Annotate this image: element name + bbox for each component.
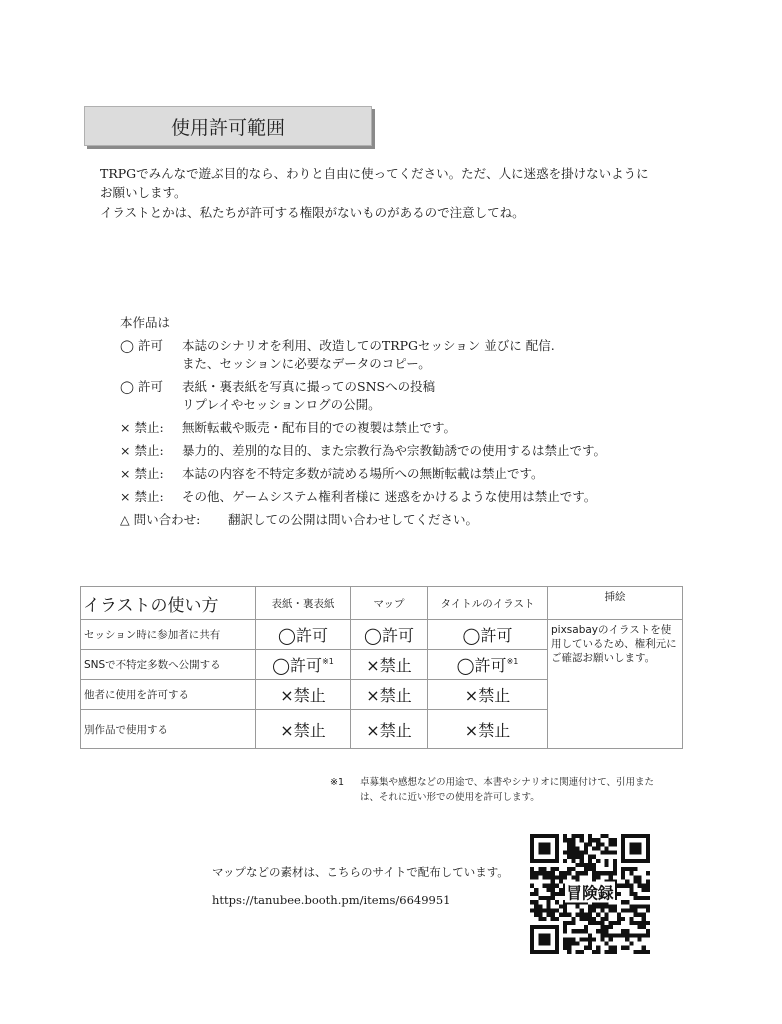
table-header-row (81, 587, 683, 620)
cell-title-illust: ×禁止 (428, 710, 548, 749)
footnote-text-continued: は、それに近い形での使用を許可します。 (360, 792, 540, 803)
page-title: 使用許可範囲 (84, 106, 372, 146)
qr-code[interactable] (530, 834, 650, 954)
cell-title-illust: ◯許可 (428, 620, 548, 650)
prohibition-mark: × 禁止: (120, 443, 164, 458)
permission-list (120, 313, 720, 534)
prohibition-item: × 禁止: 本誌の内容を不特定多数が読める場所への無断転載は禁止です。 (120, 466, 544, 481)
intro-text (100, 164, 660, 222)
row-label: 別作品で使用する (81, 710, 256, 749)
inquiry-mark: △ 問い合わせ: (120, 512, 201, 527)
permission-heading: 本作品は (120, 315, 171, 330)
intro-line-1: TRPGでみんなで遊ぶ目的なら、わりと自由に使ってください。ただ、人に迷惑を掛けないように お願いします。 (100, 166, 649, 200)
cell-cover: ×禁止 (256, 680, 351, 710)
header-title-illust: タイトルのイラスト (428, 587, 548, 620)
header-usage: イラストの使い方 (81, 587, 256, 620)
cell-map: ×禁止 (351, 650, 428, 680)
prohibition-item: × 禁止: 暴力的、差別的な目的、また宗教行為や宗教勧誘での使用するは禁止です。 (120, 443, 607, 458)
table-row (81, 620, 683, 650)
materials-url[interactable]: https://tanubee.booth.pm/items/6649951 (212, 893, 451, 907)
prohibition-mark: × 禁止: (120, 466, 164, 481)
footnote (330, 775, 710, 805)
qr-label: 冒険録 (566, 883, 614, 903)
header-cover: 表紙・裏表紙 (256, 587, 351, 620)
inquiry-item: △ 問い合わせ: 翻訳しての公開は問い合わせしてください。 (120, 512, 479, 527)
cell-title-illust: ◯許可$^{※1}$ (428, 650, 548, 680)
row-label: 他者に使用を許可する (81, 680, 256, 710)
cell-map: ×禁止 (351, 710, 428, 749)
permission-item: ◯ 許可 本誌のシナリオを利用、改造してのTRPGセッション 並びに 配信. また、セッションに必要なデータのコピー。 (120, 338, 555, 371)
cell-cover: ×禁止 (256, 710, 351, 749)
cell-title-illust: ×禁止 (428, 680, 548, 710)
row-label: セッション時に参加者に共有 (81, 620, 256, 650)
permission-item: ◯ 許可 表紙・裏表紙を写真に撮ってのSNSへの投稿 リプレイやセッションログの公開。 (120, 379, 436, 412)
cell-map: ◯許可 (351, 620, 428, 650)
header-illustration: 挿絵 (548, 587, 683, 620)
header-map: マップ (351, 587, 428, 620)
materials-info (212, 858, 509, 914)
footnote-text: 卓募集や感想などの用途で、本書やシナリオに関連付けて、引用また (360, 777, 655, 788)
cell-map: ×禁止 (351, 680, 428, 710)
prohibition-mark: × 禁止: (120, 420, 164, 435)
footnote-mark: ※1 (330, 777, 345, 788)
permission-mark: ◯ 許可 (120, 379, 163, 394)
usage-table (80, 586, 683, 749)
materials-text: マップなどの素材は、こちらのサイトで配布しています。 (212, 865, 509, 879)
permission-mark: ◯ 許可 (120, 338, 163, 353)
cell-cover: ◯許可 (256, 620, 351, 650)
row-label: SNSで不特定多数へ公開する (81, 650, 256, 680)
illustration-note: pixsabayのイラストを使用しているため、権利元にご確認お願いします。 (548, 620, 683, 749)
prohibition-item: × 禁止: 無断転載や販売・配布目的での複製は禁止です。 (120, 420, 457, 435)
intro-line-2: イラストとかは、私たちが許可する権限がないものがあるので注意してね。 (100, 205, 525, 220)
prohibition-item: × 禁止: その他、ゲームシステム権利者様に 迷惑をかけるような使用は禁止です。 (120, 489, 597, 504)
prohibition-mark: × 禁止: (120, 489, 164, 504)
cell-cover: ◯許可$^{※1}$ (256, 650, 351, 680)
